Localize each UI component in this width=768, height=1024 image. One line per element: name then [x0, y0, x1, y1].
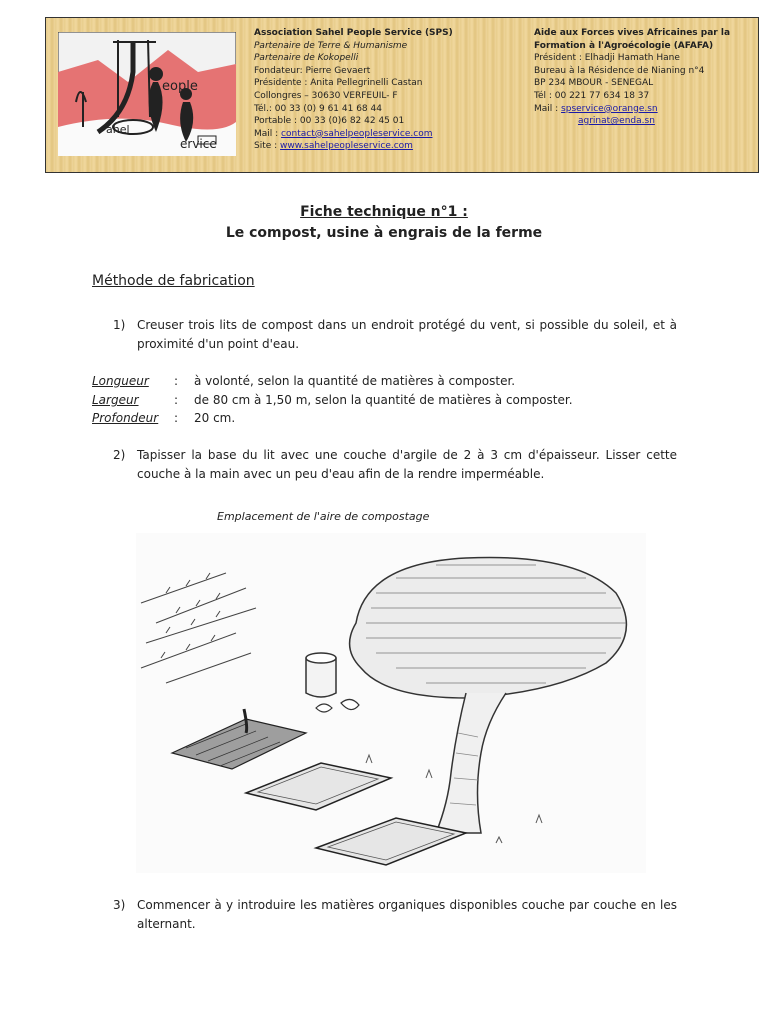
letterhead [45, 17, 759, 173]
mail-line-right-2 [534, 115, 730, 128]
dimension-sep: : [174, 411, 179, 425]
partner-1: Partenaire de Terre & Humanisme [254, 40, 408, 51]
step-number: 1) [113, 318, 126, 332]
step-number: 2) [113, 448, 126, 462]
address: Collongres – 30630 VERFEUIL- F [254, 90, 398, 101]
afafa-line-2: Formation à l'Agroécologie (AFAFA) [534, 40, 714, 51]
step-1 [113, 316, 683, 356]
president-right: Président : Elhadji Hamath Hane [534, 53, 680, 64]
step-3 [113, 896, 683, 936]
title-line-1: Fiche technique n°1 : [300, 204, 468, 220]
president-left: Présidente : Anita Pellegrinelli Castan [254, 78, 423, 89]
phone-senegal: Tél : 00 221 77 634 18 37 [534, 90, 650, 101]
step-text: Tapisser la base du lit avec une couche d'argile de 2 à 3 cm d'épaisseur. Lisser cette couche à la main avec un peu d'eau afin de la rendre imperméable. [137, 448, 677, 481]
step-number: 3) [113, 898, 126, 912]
dimension-length [92, 372, 515, 390]
dimension-width [92, 391, 573, 409]
afafa-line-1: Aide aux Forces vives Africaines par la [534, 28, 731, 38]
document-title [0, 202, 768, 244]
mail-label-right: Mail : [534, 103, 562, 114]
po-box: BP 234 MBOUR - SENEGAL [534, 78, 654, 89]
header-right-column [534, 27, 730, 128]
title-line-2: Le compost, usine à engrais de la ferme [225, 225, 543, 241]
founder: Fondateur: Pierre Gevaert [254, 65, 371, 76]
compost-area-illustration [136, 533, 646, 873]
dimension-label: Longueur [92, 374, 149, 388]
org-name: Association Sahel People Service (SPS) [254, 28, 453, 38]
agrinat-email-link[interactable]: agrinat@enda.sn [578, 116, 655, 127]
phone: Tél.: 00 33 (0) 9 61 41 68 44 [254, 103, 382, 114]
dimension-sep: : [174, 393, 179, 407]
site-label: Site : [254, 141, 281, 152]
dimension-label: Largeur [92, 393, 139, 407]
spservice-email-link[interactable]: spservice@orange.sn [561, 103, 658, 114]
dimension-value: de 80 cm à 1,50 m, selon la quantité de matières à composter. [194, 393, 573, 407]
step-text: Commencer à y introduire les matières organiques disponibles couche par couche en les alternant. [137, 898, 677, 931]
dimension-sep: : [174, 374, 179, 388]
logo-word-people: eople [162, 79, 198, 94]
mail-label: Mail : [254, 128, 282, 139]
dimension-value: 20 cm. [194, 411, 236, 425]
step-text: Creuser trois lits de compost dans un endroit protégé du vent, si possible du soleil, et à proximité d'un point d'eau. [137, 318, 677, 351]
website-link[interactable]: www.sahelpeopleservice.com [280, 141, 413, 152]
office: Bureau à la Résidence de Nianing n°4 [534, 65, 705, 76]
site-line [254, 140, 453, 153]
mail-line [254, 128, 453, 141]
header-left-column [254, 27, 453, 153]
logo-word-service: ervice [180, 137, 217, 151]
mobile: Portable : 00 33 (0)6 82 42 45 01 [254, 116, 405, 127]
sahel-people-service-logo [58, 32, 236, 156]
mail-line-right [534, 103, 730, 116]
step-2 [113, 446, 683, 486]
dimension-value: à volonté, selon la quantité de matières à composter. [194, 374, 516, 388]
dimension-depth [92, 409, 235, 427]
section-heading: Méthode de fabrication [92, 273, 255, 289]
dimension-label: Profondeur [92, 411, 159, 425]
contact-email-link[interactable]: contact@sahelpeopleservice.com [281, 128, 433, 139]
partner-2: Partenaire de Kokopelli [254, 53, 359, 64]
figure-caption: Emplacement de l'aire de compostage [217, 510, 430, 523]
logo-word-sahel: ahel [106, 123, 130, 136]
